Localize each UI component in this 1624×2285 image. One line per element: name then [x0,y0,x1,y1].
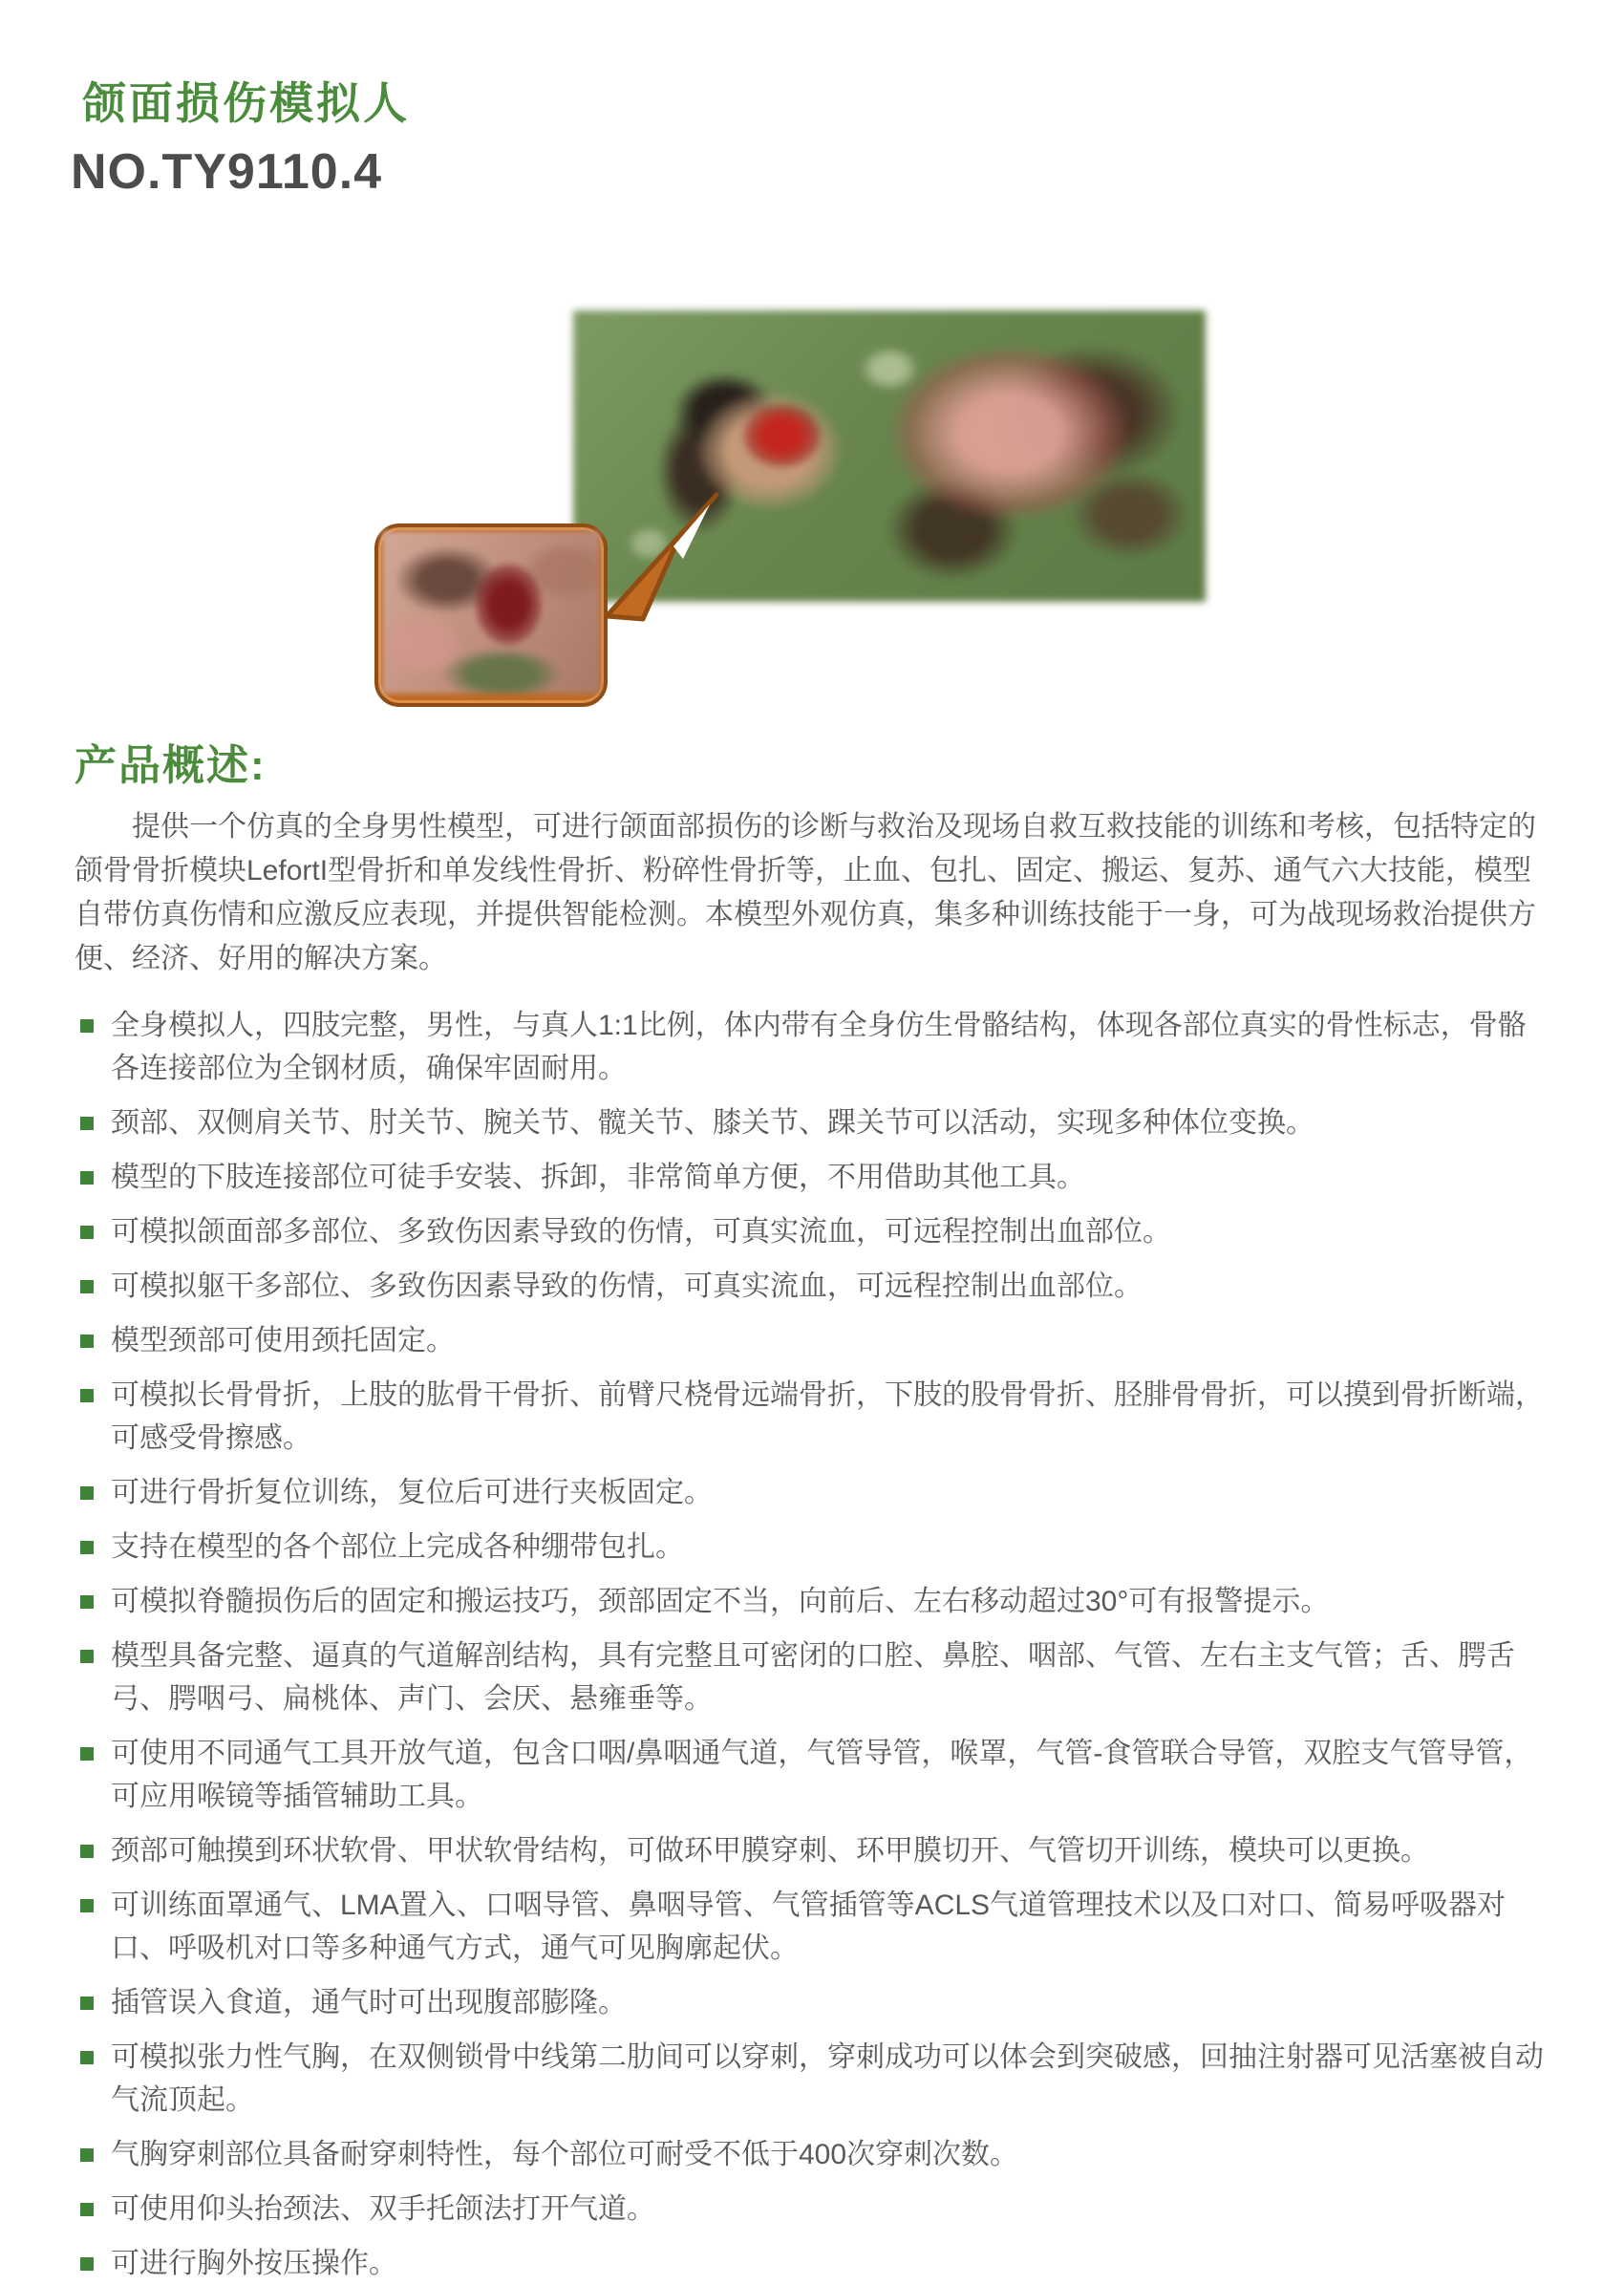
inset-photo-image [382,531,600,694]
feature-text: 颈部、双侧肩关节、肘关节、腕关节、髋关节、膝关节、踝关节可以活动，实现多种体位变换。 [111,1106,1314,1139]
bullet-square-icon [80,1997,94,2010]
bullet-square-icon [80,1541,94,1554]
bullet-square-icon [80,1226,94,1239]
section-heading-overview: 产品概述: [75,742,267,789]
bullet-square-icon [80,2203,94,2216]
list-item [80,1004,1546,1090]
list-item [80,1732,1546,1818]
feature-text: 可模拟脊髓损伤后的固定和搬运技巧，颈部固定不当，向前后、左右移动超过30°可有报警提示。 [111,1585,1330,1617]
list-item [80,1981,1546,2024]
bullet-square-icon [80,1650,94,1663]
feature-text: 可训练面罩通气、LMA置入、口咽导管、鼻咽导管、气管插管等ACLS气道管理技术以及口对口、简易呼吸器对口、呼吸机对口等多种通气方式，通气可见胸廓起伏。 [111,1889,1506,1964]
feature-text: 可模拟躯干多部位、多致伤因素导致的伤情，可真实流血，可远程控制出血部位。 [111,1270,1143,1302]
product-figure [0,306,1624,731]
list-item [80,1319,1546,1362]
feature-text: 全身模拟人，四肢完整，男性，与真人1:1比例，体内带有全身仿生骨骼结构，体现各部位真实的骨性标志，骨骼各连接部位为全钢材质，确保牢固耐用。 [111,1009,1527,1084]
list-item [80,1265,1546,1308]
feature-text: 可使用不同通气工具开放气道，包含口咽/鼻咽通气道，气管导管，喉罩，气管-食管联合导管，双腔支气管导管，可应用喉镜等插管辅助工具。 [111,1737,1533,1812]
feature-text: 插管误入食道，通气时可出现腹部膨隆。 [111,1986,627,2018]
feature-text: 可进行骨折复位训练，复位后可进行夹板固定。 [111,1476,713,1508]
list-item [80,1829,1546,1872]
list-item [80,1526,1546,1569]
bullet-square-icon [80,1899,94,1912]
bullet-square-icon [80,2051,94,2064]
list-item [80,1884,1546,1970]
callout-frame [374,523,608,707]
feature-text: 可模拟长骨骨折，上肢的肱骨干骨折、前臂尺桡骨远端骨折，下肢的股骨骨折、胫腓骨骨折，可以摸到骨折断端，可感受骨擦感。 [111,1378,1544,1454]
list-item [80,1634,1546,1720]
feature-text: 模型具备完整、逼真的气道解剖结构，具有完整且可密闭的口腔、鼻腔、咽部、气管、左右主支气管；舌、腭舌弓、腭咽弓、扁桃体、声门、会厌、悬雍垂等。 [111,1639,1515,1715]
feature-text: 气胸穿刺部位具备耐穿刺特性，每个部位可耐受不低于400次穿刺次数。 [111,2138,1019,2170]
feature-text: 支持在模型的各个部位上完成各种绷带包扎。 [111,1530,684,1563]
feature-text: 模型颈部可使用颈托固定。 [111,1324,455,1356]
bullet-square-icon [80,1117,94,1130]
intro-paragraph: 提供一个仿真的全身男性模型，可进行颌面部损伤的诊断与救治及现场自救互救技能的训练和考核，包括特定的颌骨骨折模块LefortI型骨折和单发线性骨折、粉碎性骨折等，止血、包扎、固定、搬运、复苏、通气六大技能，模型自带仿真伤情和应激反应表现，并提供智能检测。本模型外观仿真，集多种训练技能于一身，可为战现场救治提供方便、经济、好用的解决方案。 [75,811,1536,974]
bullet-square-icon [80,1595,94,1609]
list-item [80,1210,1546,1253]
feature-list [80,1004,1546,2285]
bullet-square-icon [80,1171,94,1185]
list-item [80,2188,1546,2231]
list-item [80,1471,1546,1514]
feature-text: 可模拟张力性气胸，在双侧锁骨中线第二肋间可以穿刺，穿刺成功可以体会到突破感，回抽注射器可见活塞被自动气流顶起。 [111,2040,1544,2116]
list-item [80,1101,1546,1144]
bullet-square-icon [80,1335,94,1348]
feature-text: 可进行胸外按压操作。 [111,2247,397,2279]
bullet-square-icon [80,2148,94,2162]
list-item [80,2242,1546,2285]
feature-text: 可使用仰头抬颈法、双手托颌法打开气道。 [111,2192,655,2225]
bullet-square-icon [80,1486,94,1500]
list-item [80,2133,1546,2176]
feature-text: 颈部可触摸到环状软骨、甲状软骨结构，可做环甲膜穿刺、环甲膜切开、气管切开训练，模块可以更换。 [111,1834,1429,1867]
feature-text: 可模拟颌面部多部位、多致伤因素导致的伤情，可真实流血，可远程控制出血部位。 [111,1215,1171,1248]
list-item [80,1374,1546,1460]
list-item [80,1156,1546,1199]
bullet-square-icon [80,1019,94,1033]
list-item [80,1580,1546,1623]
feature-text: 模型的下肢连接部位可徒手安装、拆卸，非常简单方便，不用借助其他工具。 [111,1161,1085,1193]
bullet-square-icon [80,1747,94,1761]
model-number: NO.TY9110.4 [71,144,383,200]
bullet-square-icon [80,2257,94,2271]
bullet-square-icon [80,1845,94,1858]
bullet-square-icon [80,1389,94,1402]
list-item [80,2036,1546,2122]
page-title: 颌面损伤模拟人 [82,78,410,128]
inset-photo [390,539,592,686]
bullet-square-icon [80,1280,94,1293]
